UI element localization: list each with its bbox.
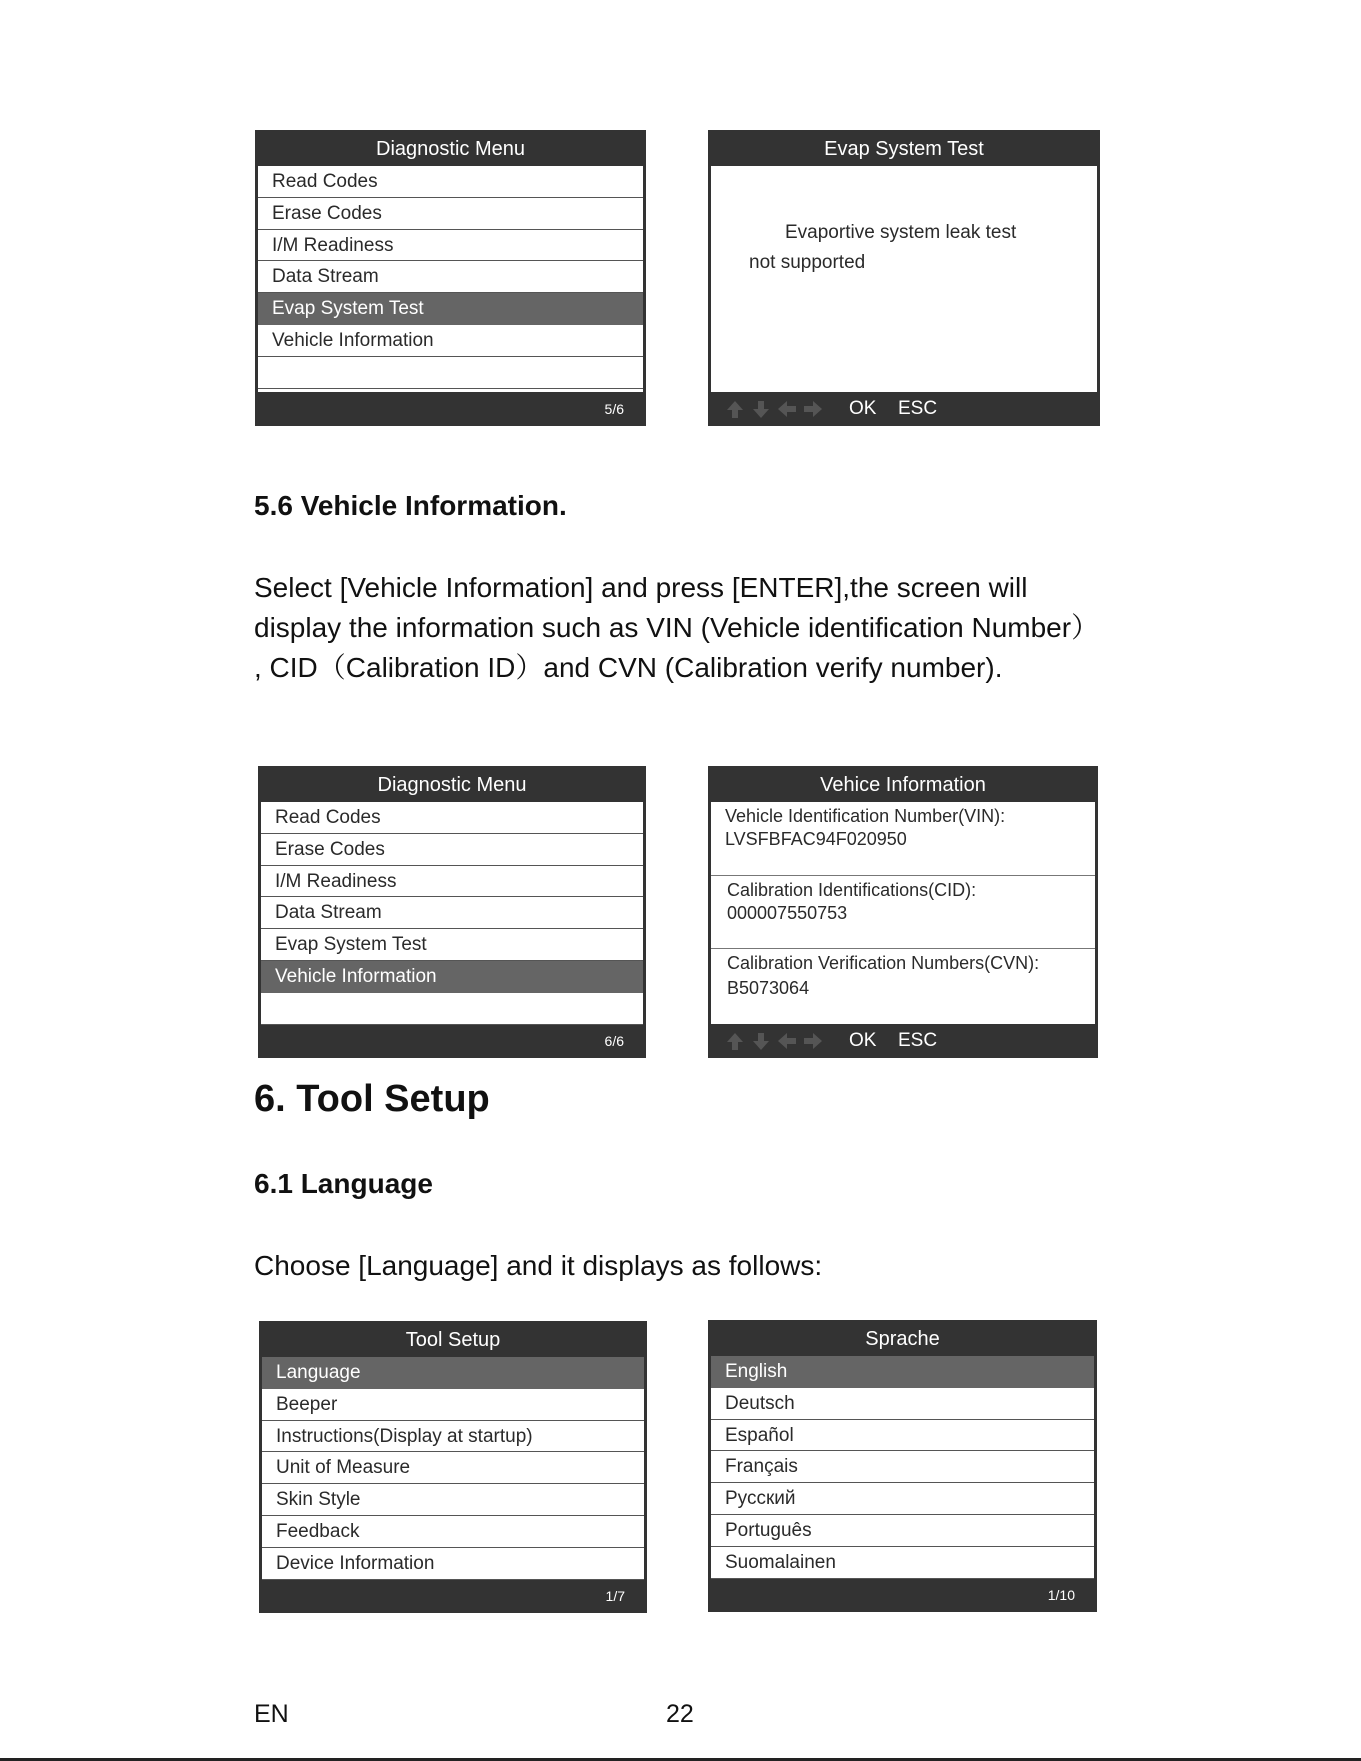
diagnostic-menu-screen-2: [258, 766, 646, 1058]
screen-title: Sprache: [865, 1328, 940, 1350]
cvn-label: Calibration Verification Numbers(CVN):: [727, 953, 1040, 973]
vin-value: LVSFBFAC94F020950: [725, 829, 907, 849]
menu-item-empty: [258, 357, 643, 389]
vin-label: Vehicle Identification Number(VIN):: [725, 806, 1006, 826]
nav-arrows: [724, 1024, 828, 1058]
menu-item-device-information[interactable]: Device Information: [262, 1548, 644, 1580]
esc-button[interactable]: ESC: [898, 1030, 938, 1051]
evap-message-line-2: not supported: [749, 252, 866, 273]
screen-footer: [255, 392, 646, 426]
nav-arrows: [724, 392, 828, 426]
cid-value: 000007550753: [727, 903, 848, 923]
menu-item-instructions[interactable]: Instructions(Display at startup): [262, 1421, 644, 1453]
section-heading-5-6: 5.6 Vehicle Information.: [254, 490, 567, 521]
page-indicator: 1/7: [605, 1588, 625, 1604]
arrow-left-icon[interactable]: [776, 398, 798, 420]
screen-footer: [259, 1579, 647, 1613]
cvn-section: [711, 949, 1095, 1024]
arrow-left-icon[interactable]: [776, 1030, 798, 1052]
menu-item-espanol[interactable]: Español: [711, 1420, 1094, 1452]
evap-message-line-1: Evaportive system leak test: [785, 222, 1017, 243]
section-heading-6-1: 6.1 Language: [254, 1168, 433, 1199]
footer-page-number: 22: [666, 1700, 694, 1728]
language-select-screen: [708, 1320, 1097, 1612]
screen-title: Evap System Test: [824, 138, 984, 160]
cid-label: Calibration Identifications(CID):: [727, 880, 977, 900]
vin-section: [711, 802, 1095, 876]
menu-item-vehicle-information[interactable]: Vehicle Information: [261, 961, 643, 993]
menu-item-read-codes[interactable]: Read Codes: [258, 166, 643, 198]
screen-footer: [708, 1578, 1097, 1612]
page-indicator: 1/10: [1047, 1587, 1075, 1603]
screen-body: [258, 166, 643, 392]
menu-item-deutsch[interactable]: Deutsch: [711, 1388, 1094, 1420]
vehicle-information-screen: [708, 766, 1098, 1058]
page-indicator: 5/6: [604, 401, 624, 417]
screen-body: [711, 1356, 1094, 1578]
menu-list: [261, 802, 643, 1025]
menu-item-skin-style[interactable]: Skin Style: [262, 1484, 644, 1516]
menu-item-beeper[interactable]: Beeper: [262, 1389, 644, 1421]
esc-button[interactable]: ESC: [898, 398, 938, 419]
section-paragraph-6-1: Choose [Language] and it displays as follows:: [254, 1250, 823, 1281]
screen-footer: [708, 392, 1100, 426]
ok-button[interactable]: OK: [849, 1030, 877, 1051]
cid-section: [711, 876, 1095, 949]
screen-body: [711, 802, 1095, 1024]
menu-list: [711, 1356, 1094, 1579]
menu-item-unit-of-measure[interactable]: Unit of Measure: [262, 1452, 644, 1484]
menu-item-data-stream[interactable]: Data Stream: [258, 261, 643, 293]
menu-item-english[interactable]: English: [711, 1356, 1094, 1388]
menu-item-suomalainen[interactable]: Suomalainen: [711, 1547, 1094, 1579]
menu-item-portugues[interactable]: Português: [711, 1515, 1094, 1547]
menu-item-evap-system-test[interactable]: Evap System Test: [258, 293, 643, 325]
menu-item-empty: [261, 993, 643, 1025]
menu-list: [258, 166, 643, 389]
screen-title: Tool Setup: [405, 1329, 501, 1351]
screen-title: Diagnostic Menu: [376, 138, 525, 160]
ok-button[interactable]: OK: [849, 398, 877, 419]
menu-item-evap-system-test[interactable]: Evap System Test: [261, 929, 643, 961]
arrow-down-icon[interactable]: [750, 1030, 772, 1052]
arrow-right-icon[interactable]: [802, 398, 824, 420]
diagnostic-menu-screen-1: [255, 130, 646, 426]
evap-system-test-screen: [708, 130, 1100, 426]
menu-list: [262, 1357, 644, 1580]
screen-title: Vehice Information: [820, 774, 986, 796]
menu-item-read-codes[interactable]: Read Codes: [261, 802, 643, 834]
arrow-up-icon[interactable]: [724, 1030, 746, 1052]
screen-body: [711, 166, 1097, 392]
footer-language: EN: [254, 1700, 289, 1728]
arrow-down-icon[interactable]: [750, 398, 772, 420]
menu-item-francais[interactable]: Français: [711, 1451, 1094, 1483]
menu-item-data-stream[interactable]: Data Stream: [261, 897, 643, 929]
menu-item-im-readiness[interactable]: I/M Readiness: [261, 866, 643, 898]
page-indicator: 6/6: [604, 1033, 624, 1049]
menu-item-erase-codes[interactable]: Erase Codes: [258, 198, 643, 230]
menu-item-feedback[interactable]: Feedback: [262, 1516, 644, 1548]
cvn-value: B5073064: [727, 978, 810, 998]
arrow-right-icon[interactable]: [802, 1030, 824, 1052]
arrow-up-icon[interactable]: [724, 398, 746, 420]
screen-title: Diagnostic Menu: [377, 774, 527, 796]
menu-item-russian[interactable]: Русский: [711, 1483, 1094, 1515]
menu-item-language[interactable]: Language: [262, 1357, 644, 1389]
screen-body: [261, 802, 643, 1024]
screen-footer: [258, 1024, 646, 1058]
section-paragraph-5-6: Select [Vehicle Information] and press [ENTER],the screen will display the information such as VIN (Vehicle identification Number） , CID（Calibration ID）and CVN (Calibration verify number).: [254, 572, 1100, 683]
screen-footer: [708, 1024, 1098, 1058]
section-heading-6: 6. Tool Setup: [254, 1078, 490, 1120]
screen-body: [262, 1357, 644, 1579]
menu-item-erase-codes[interactable]: Erase Codes: [261, 834, 643, 866]
menu-item-vehicle-information[interactable]: Vehicle Information: [258, 325, 643, 357]
tool-setup-screen: [259, 1321, 647, 1613]
menu-item-im-readiness[interactable]: I/M Readiness: [258, 230, 643, 262]
